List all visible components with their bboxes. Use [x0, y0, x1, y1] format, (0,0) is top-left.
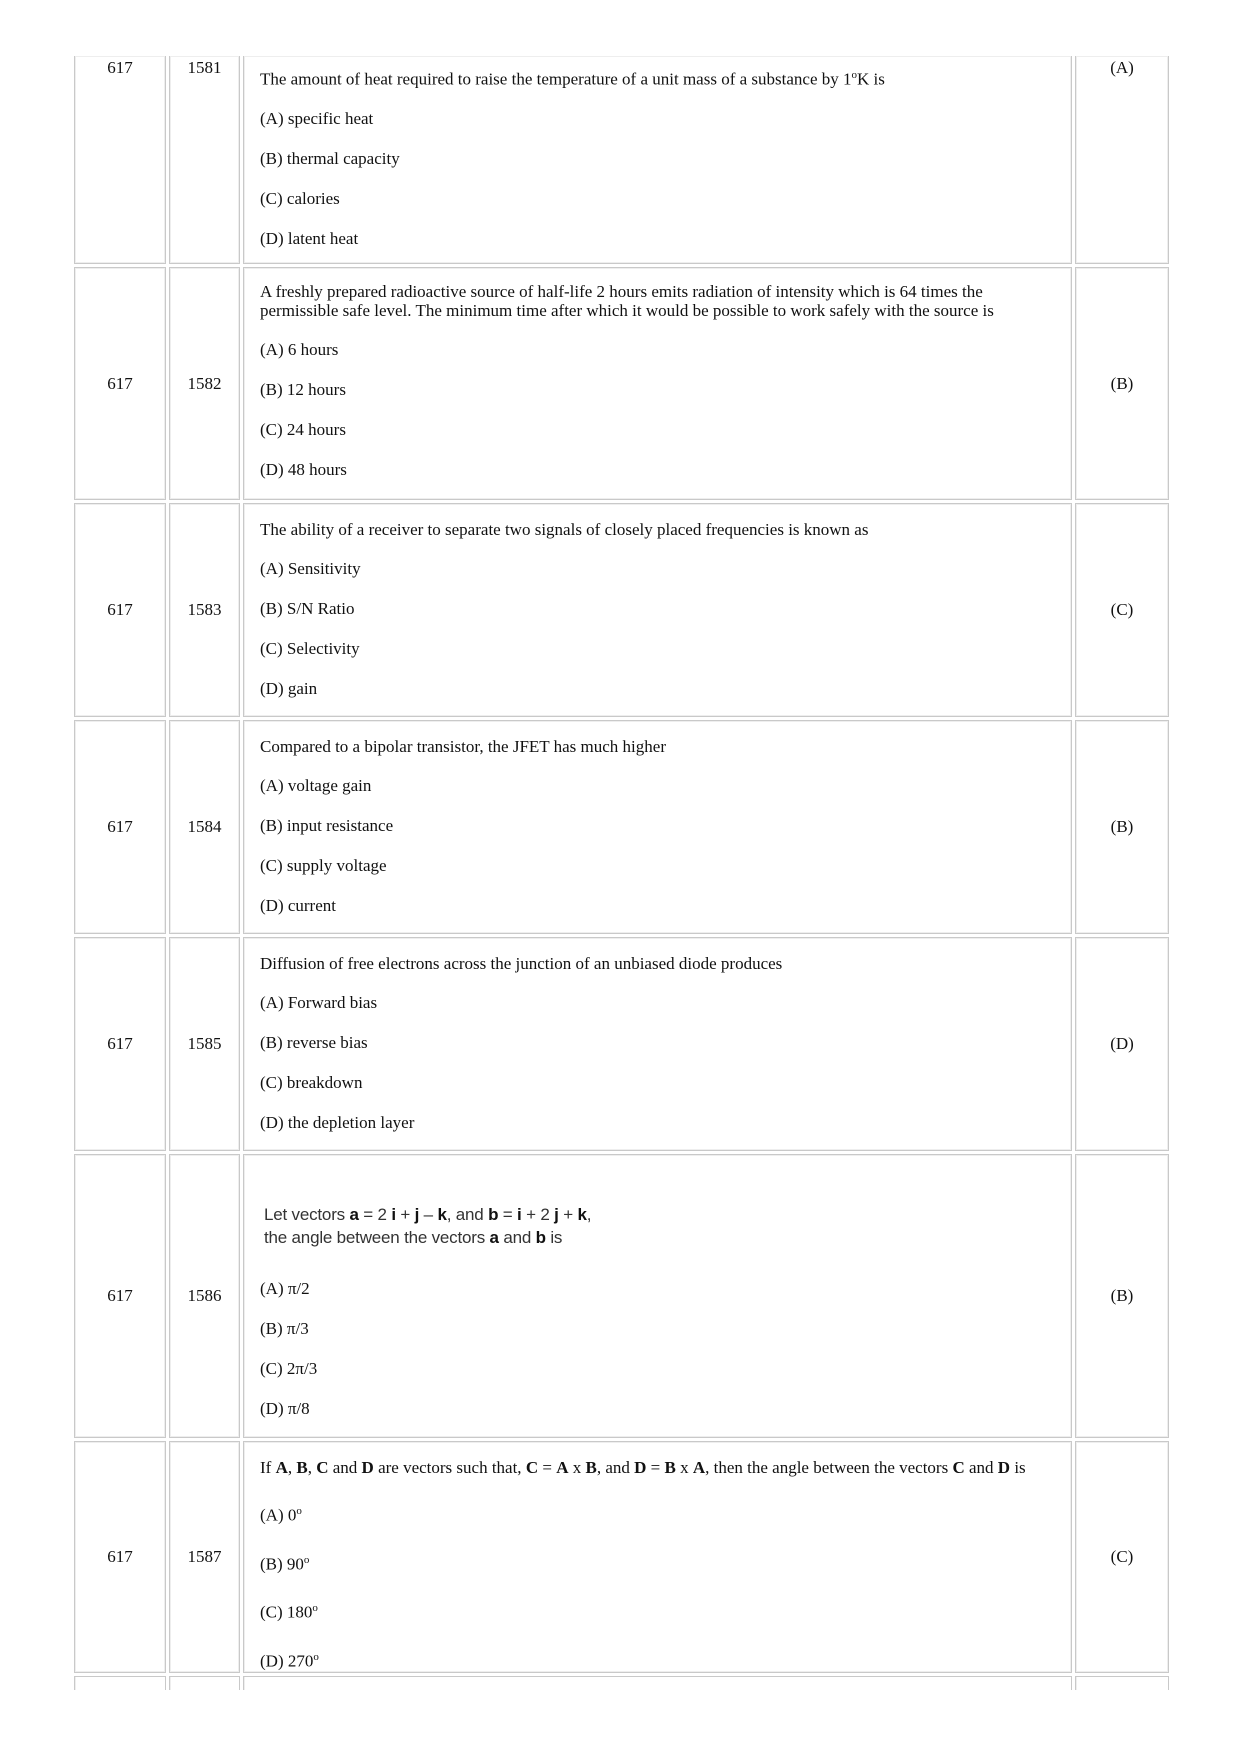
question-table: [74, 58, 1172, 1693]
option-d: (D) current: [260, 896, 336, 915]
option-b: (B) π/3: [260, 1319, 309, 1338]
question-cell: [243, 503, 1072, 717]
answer-cell: (B): [1075, 267, 1169, 500]
answer-cell: [1075, 1676, 1169, 1690]
option-c: (C) 180$^o$: [260, 1602, 318, 1622]
option-c: (C) 2π/3: [260, 1359, 318, 1378]
option-b: (B) input resistance: [260, 816, 394, 835]
option-a: (A) 6 hours: [260, 340, 339, 359]
option-d: (D) latent heat: [260, 228, 359, 248]
option-b: (B) 90$^o$: [260, 1553, 310, 1574]
table-row: [74, 1441, 1172, 1673]
option-a: (A) π/2: [260, 1279, 310, 1298]
option-a: (A) voltage gain: [260, 776, 372, 795]
paper-id-cell: 617: [74, 937, 166, 1151]
answer-cell: (D): [1075, 937, 1169, 1151]
table-row-partial: [74, 1676, 1172, 1690]
question-text: A freshly prepared radioactive source of half-life 2 hours emits radiation of intensity which is 64 times the permissible safe level. The minimum time after which it would be possible to work safely with the source is: [260, 282, 994, 320]
question-number-cell: 1581: [169, 56, 240, 264]
option-c: (C) calories: [260, 188, 340, 208]
paper-id-cell: 617: [74, 1441, 166, 1673]
question-number-cell: 1584: [169, 720, 240, 934]
paper-id-cell: 617: [74, 1154, 166, 1438]
answer-cell: (B): [1075, 1154, 1169, 1438]
option-d: (D) 48 hours: [260, 460, 347, 479]
option-a: (A) Sensitivity: [260, 559, 361, 578]
option-b: (B) S/N Ratio: [260, 599, 355, 618]
question-cell: [243, 937, 1072, 1151]
option-a: (A) 0$^o$: [260, 1505, 302, 1525]
option-d: (D) 270$^o$: [260, 1650, 319, 1671]
option-d: (D) the depletion layer: [260, 1113, 415, 1132]
option-a: (A) Forward bias: [260, 993, 378, 1012]
option-b: (B) 12 hours: [260, 380, 346, 399]
answer-cell: (C): [1075, 1441, 1169, 1673]
paper-id-cell: [74, 1676, 166, 1690]
question-text: The ability of a receiver to separate two signals of closely placed frequencies is known as: [260, 520, 869, 539]
answer-cell: (C): [1075, 503, 1169, 717]
answer-cell: (A): [1075, 56, 1169, 264]
table-row: [74, 937, 1172, 1151]
question-number-cell: 1583: [169, 503, 240, 717]
question-text: Diffusion of free electrons across the junction of an unbiased diode produces: [260, 954, 783, 973]
option-c: (C) breakdown: [260, 1073, 363, 1092]
question-text: The amount of heat required to raise the temperature of a unit mass of a substance by 1$^o$K is: [260, 69, 885, 89]
option-d: (D) gain: [260, 679, 318, 698]
question-cell: [243, 267, 1072, 500]
paper-id-cell: 617: [74, 720, 166, 934]
option-d: (D) π/8: [260, 1399, 310, 1418]
option-c: (C) Selectivity: [260, 639, 360, 658]
question-text: Compared to a bipolar transistor, the JFET has much higher: [260, 737, 666, 756]
paper-id-cell: 617: [74, 503, 166, 717]
question-cell: [243, 56, 1072, 264]
question-number-cell: [169, 1676, 240, 1690]
answer-cell: (B): [1075, 720, 1169, 934]
table-row: [74, 720, 1172, 934]
option-c: (C) 24 hours: [260, 420, 346, 439]
table-row: [74, 267, 1172, 500]
question-cell: [243, 1441, 1072, 1673]
question-text: If A, B, C and D are vectors such that, C = A x B, and D = B x A, then the angle between the vectors C and D is: [260, 1458, 1026, 1477]
question-number-cell: 1582: [169, 267, 240, 500]
question-number-cell: 1586: [169, 1154, 240, 1438]
question-cell: [243, 1676, 1072, 1690]
question-number-cell: 1587: [169, 1441, 240, 1673]
paper-id-cell: 617: [74, 267, 166, 500]
table-row: [74, 503, 1172, 717]
paper-id-cell: 617: [74, 56, 166, 264]
question-cell: [243, 1154, 1072, 1438]
option-c: (C) supply voltage: [260, 856, 387, 875]
question-image: Let vectors a = 2 i + j – k, and b = i + 2 j + k, the angle between the vectors a and b is: [264, 1205, 592, 1247]
question-number-cell: 1585: [169, 937, 240, 1151]
option-b: (B) thermal capacity: [260, 148, 400, 168]
table-row: [74, 1154, 1172, 1438]
table-row: [74, 56, 1172, 264]
option-a: (A) specific heat: [260, 108, 374, 128]
question-cell: [243, 720, 1072, 934]
option-b: (B) reverse bias: [260, 1033, 368, 1052]
